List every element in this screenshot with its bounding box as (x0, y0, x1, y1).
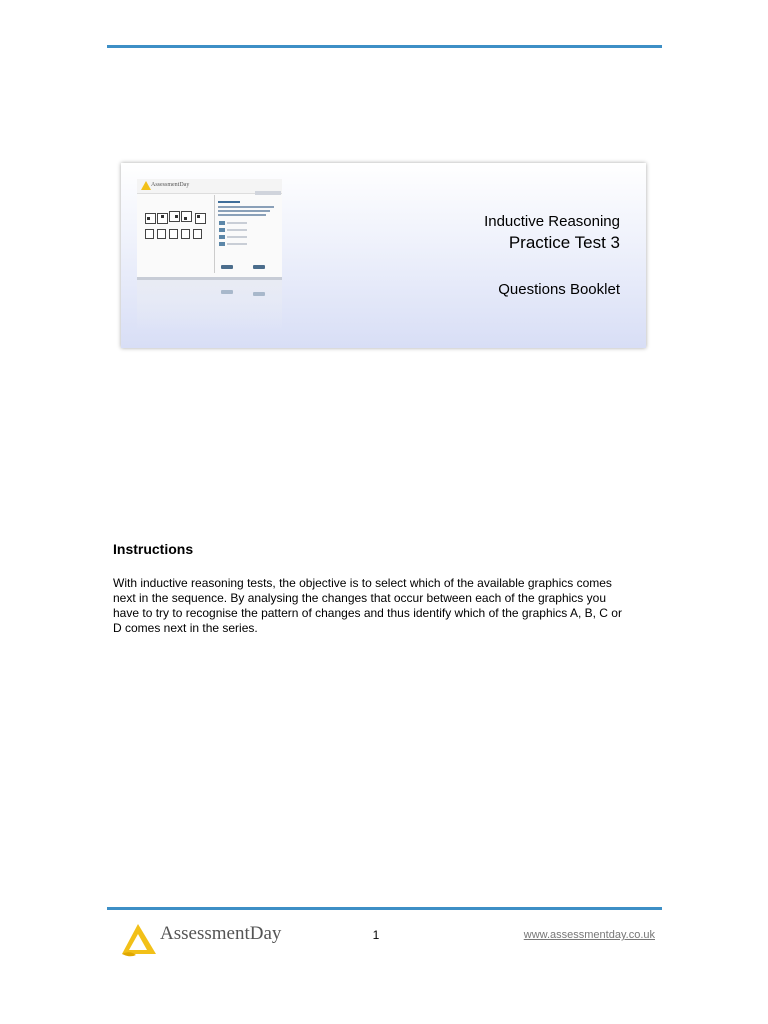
answer-box-icon (181, 229, 190, 239)
assessmentday-logo-icon (120, 922, 160, 958)
answer-box-icon (193, 229, 202, 239)
sequence-box-icon (181, 211, 192, 222)
logo-text: AssessmentDay (160, 923, 282, 944)
thumbnail-logo-icon (141, 181, 151, 190)
answer-box-icon (157, 229, 166, 239)
instructions-line: D comes next in the series. (113, 621, 258, 635)
footer-rule (107, 907, 662, 910)
sequence-box-icon (145, 213, 156, 224)
test-screenshot-thumbnail (137, 179, 282, 331)
cover-banner (121, 163, 646, 348)
sequence-box-icon (169, 211, 180, 222)
thumbnail-logo-text: AssessmentDay (151, 182, 190, 188)
thumbnail-next-button (253, 265, 265, 269)
banner-title-line1: Inductive Reasoning (484, 213, 620, 230)
answer-box-icon (169, 229, 178, 239)
page-number: 1 (372, 928, 380, 942)
instructions-heading: Instructions (113, 541, 194, 557)
thumbnail-back-button (221, 265, 233, 269)
instructions-line: have to try to recognise the pattern of changes and thus identify which of the graphics A, B, C or (113, 606, 622, 620)
sequence-box-icon (157, 213, 168, 224)
sequence-box-icon (195, 213, 206, 224)
instructions-line: With inductive reasoning tests, the objective is to select which of the available graphics comes (113, 576, 612, 590)
website-link[interactable]: www.assessmentday.co.uk (523, 929, 655, 941)
banner-subtitle: Questions Booklet (498, 281, 620, 298)
top-rule (107, 45, 662, 48)
instructions-line: next in the sequence. By analysing the changes that occur between each of the graphics you (113, 591, 606, 605)
footer-logo (120, 922, 280, 958)
banner-title-line2: Practice Test 3 (508, 233, 620, 252)
answer-box-icon (145, 229, 154, 239)
instructions-paragraph (113, 576, 658, 636)
